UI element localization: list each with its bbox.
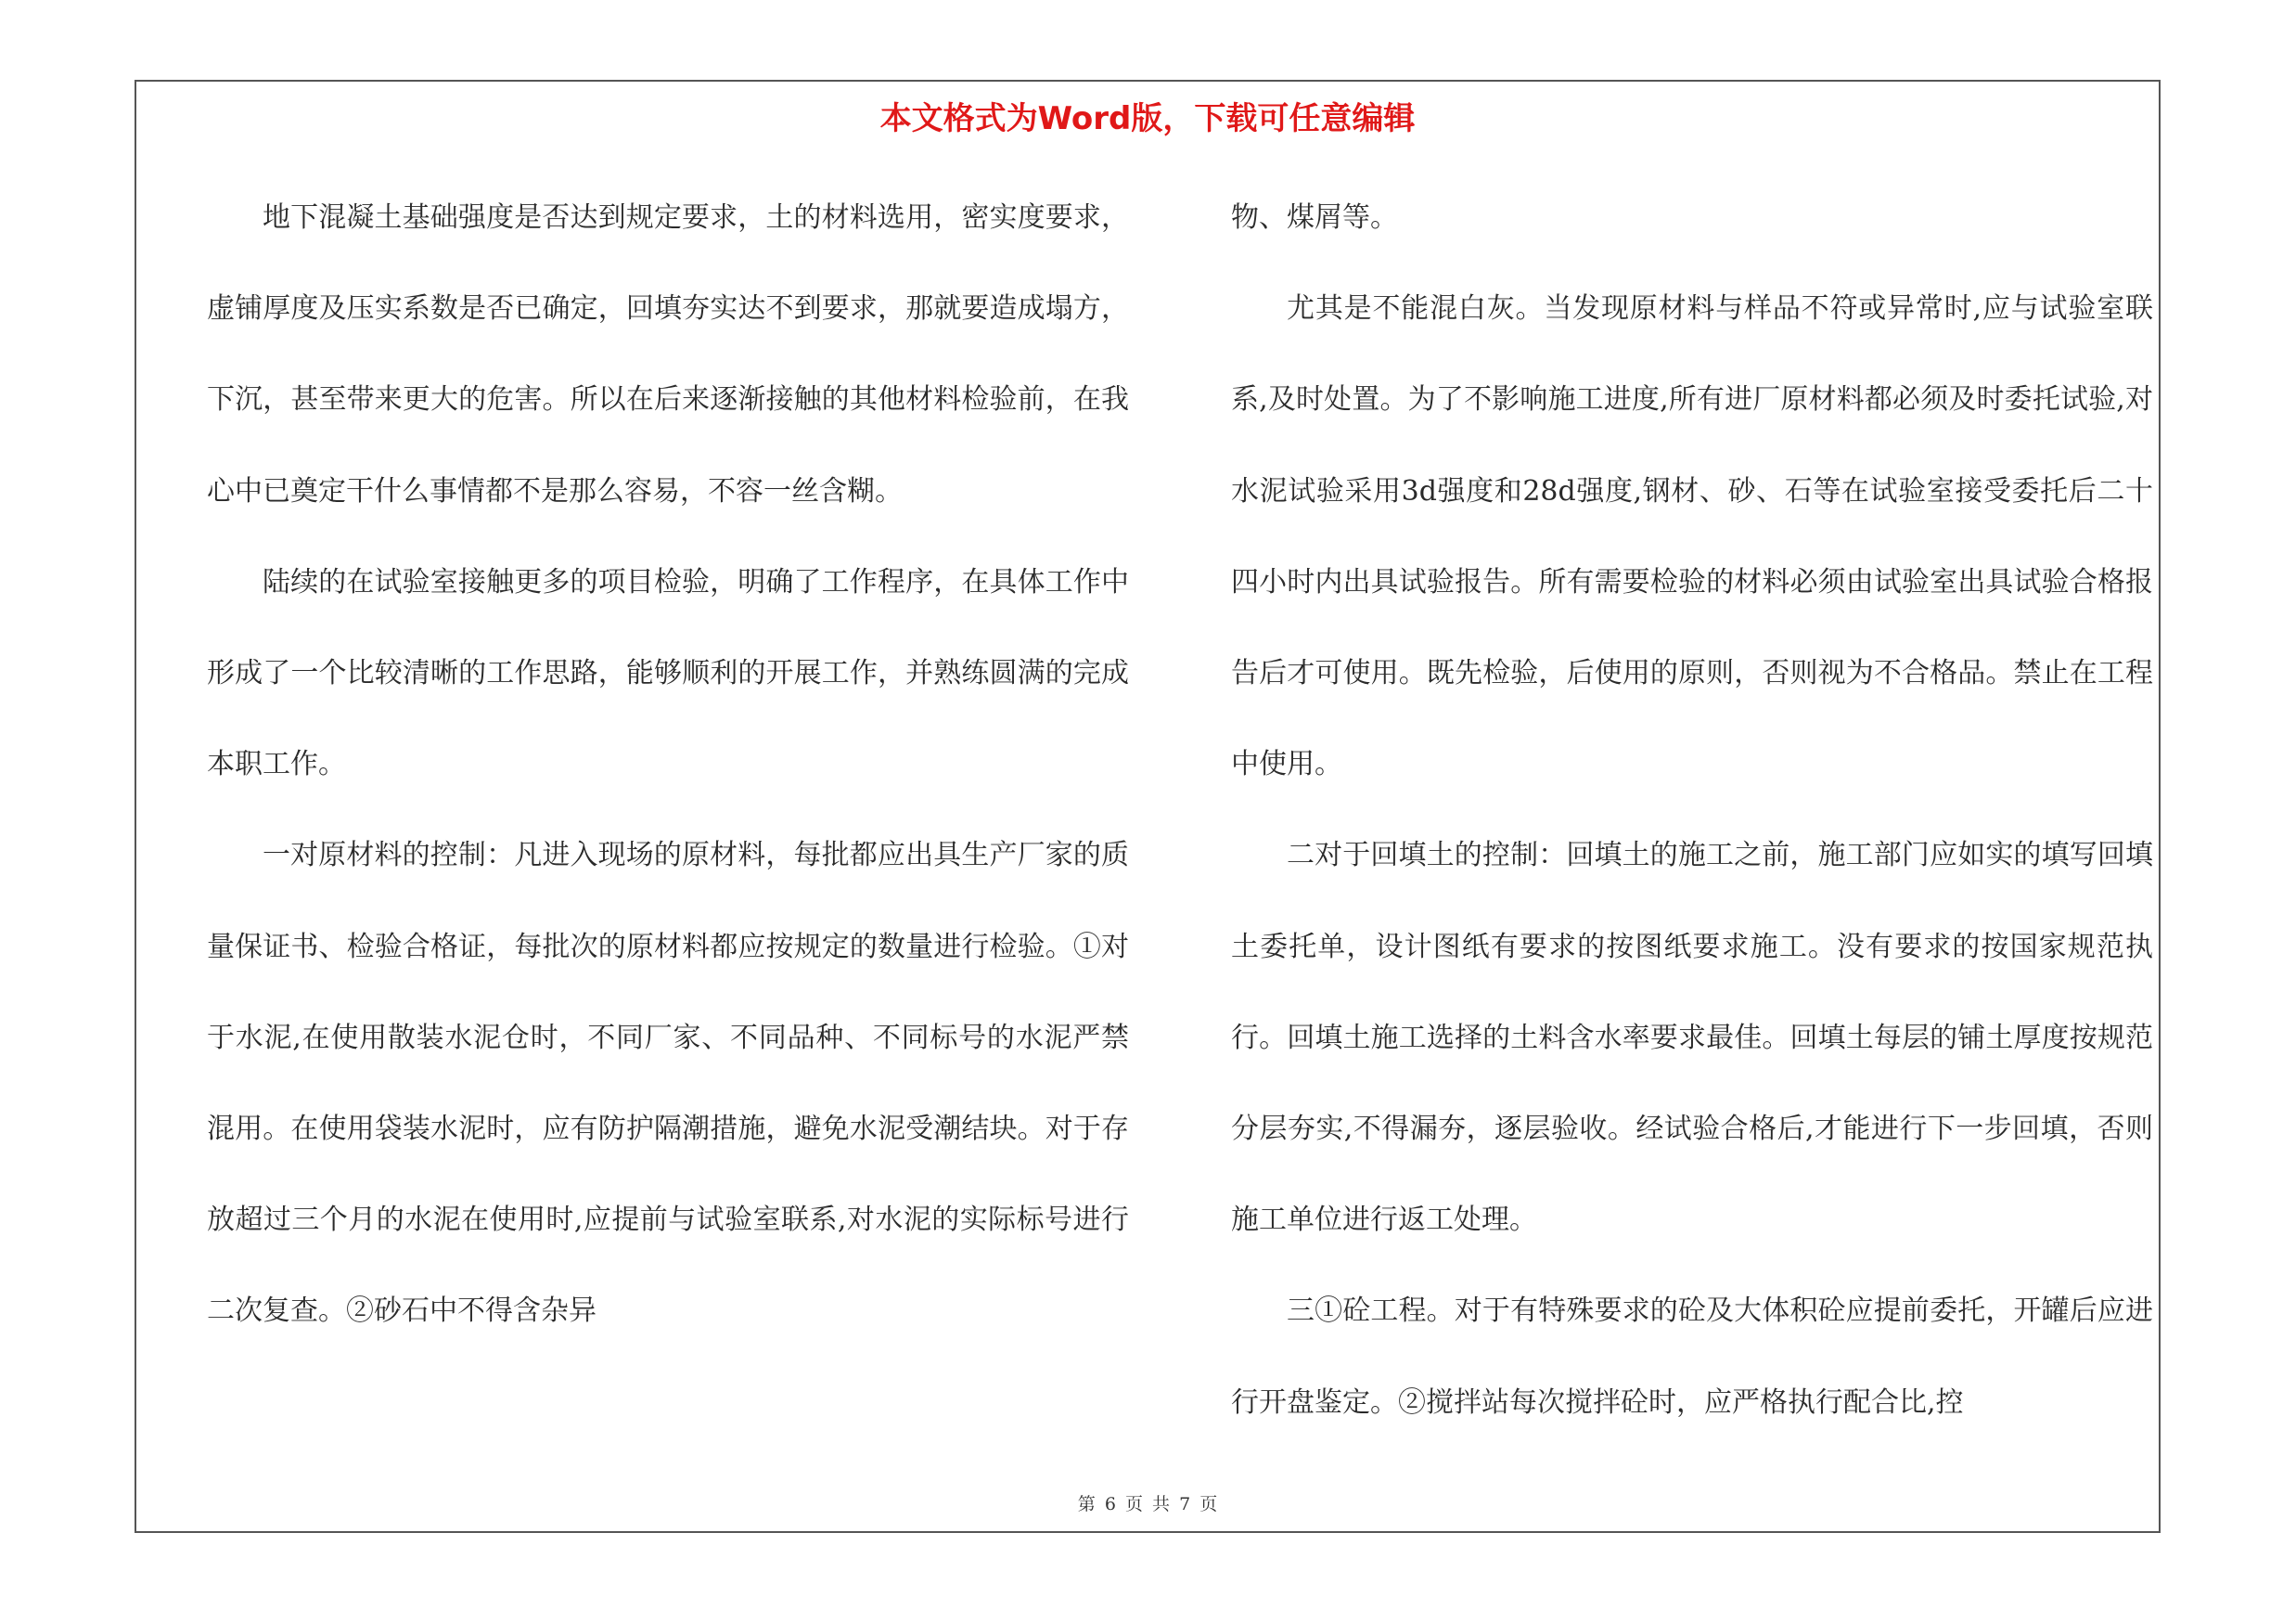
paragraph: 一对原材料的控制：凡进入现场的原材料，每批都应出具生产厂家的质量保证书、检验合格证，每批次的原材料都应按规定的数量进行检验。①对于水泥,在使用散装水泥仓时，不同厂家、不同品种、不同标号的水泥严禁混用。在使用袋装水泥时，应有防护隔潮措施，避免水泥受潮结块。对于存放超过三个月的水泥在使用时,应提前与试验室联系,对水泥的实际标号进行二次复查。②砂石中不得含杂异 [207, 839, 1129, 1328]
paragraph: 三①砼工程。对于有特殊要求的砼及大体积砼应提前委托，开罐后应进行开盘鉴定。②搅拌站每次搅拌砼时，应严格执行配合比,控 [1231, 1295, 2153, 1419]
paragraph: 地下混凝土基础强度是否达到规定要求，土的材料选用，密实度要求，虚铺厚度及压实系数是否已确定，回填夯实达不到要求，那就要造成塌方，下沉，甚至带来更大的危害。所以在后来逐渐接触的其他材料检验前，在我心中已奠定干什么事情都不是那么容易，不容一丝含糊。 [207, 201, 1129, 508]
footer-prefix: 第 [1077, 1494, 1096, 1514]
footer-total-suffix: 页 [1199, 1494, 1218, 1514]
paragraph-continuation: 物、煤屑等。 [1231, 201, 1398, 234]
right-text-column [1231, 173, 2153, 1449]
paragraph: 二对于回填土的控制：回填土的施工之前，施工部门应如实的填写回填土委托单，设计图纸有要求的按图纸要求施工。没有要求的按国家规范执行。回填土施工选择的土料含水率要求最佳。回填土每层的铺土厚度按规范分层夯实,不得漏夯，逐层验收。经试验合格后,才能进行下一步回填，否则施工单位进行返工处理。 [1231, 839, 2153, 1237]
paragraph: 尤其是不能混白灰。当发现原材料与样品不符或异常时,应与试验室联系,及时处置。为了不影响施工进度,所有进厂原材料都必须及时委托试验,对水泥试验采用3d强度和28d强度,钢材、砂、石等在试验室接受委托后二十四小时内出具试验报告。所有需要检验的材料必须由试验室出具试验合格报告后才可使用。既先检验，后使用的原则，否则视为不合格品。禁止在工程中使用。 [1231, 292, 2153, 781]
page-footer [136, 1492, 2159, 1516]
footer-total-prefix: 共 [1152, 1494, 1171, 1514]
page-frame [135, 80, 2161, 1533]
left-text-column [207, 173, 1129, 1358]
total-pages-number: 7 [1179, 1494, 1191, 1514]
footer-page-word: 页 [1124, 1494, 1143, 1514]
paragraph: 陆续的在试验室接触更多的项目检验，明确了工作程序，在具体工作中形成了一个比较清晰的工作思路，能够顺利的开展工作，并熟练圆满的完成本职工作。 [207, 565, 1129, 781]
current-page-number: 6 [1104, 1494, 1116, 1514]
format-notice-banner: 本文格式为Word版，下载可任意编辑 [879, 100, 1416, 137]
